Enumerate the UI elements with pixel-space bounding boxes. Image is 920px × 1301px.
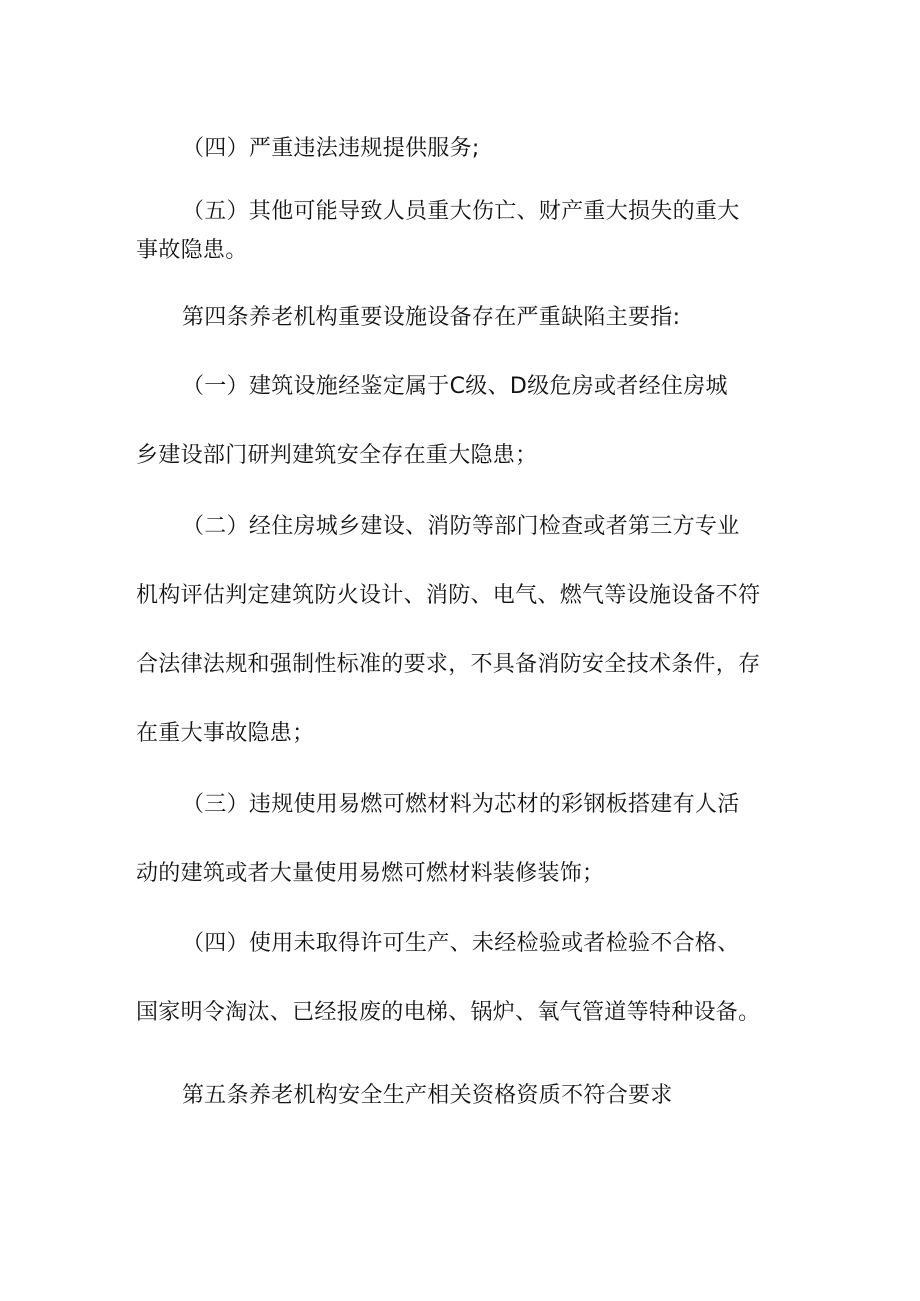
section-heading: 第四条养老机构重要设施设备存在严重缺陷主要指: (182, 305, 681, 330)
paragraph-line: 机构评估判定建筑防火设计、消防、电气、燃气等设施设备不符 (136, 583, 761, 608)
paragraph-line: 事故隐患。 (136, 238, 248, 263)
paragraph-line: （五）其他可能导致人员重大伤亡、财产重大损失的重大 (182, 199, 740, 224)
paragraph-line: （四）严重违法违规提供服务; (182, 136, 480, 161)
section-heading: 第五条养老机构安全生产相关资格资质不符合要求 (182, 1083, 673, 1108)
paragraph-line: 在重大事故隐患； (136, 721, 315, 746)
paragraph-line: （三）违规使用易燃可燃材料为芯材的彩钢板搭建有人活 (182, 792, 740, 817)
paragraph-line: 动的建筑或者大量使用易燃可燃材料装修装饰； (136, 861, 605, 886)
paragraph-line: 乡建设部门研判建筑安全存在重大隐患； (136, 443, 538, 468)
paragraph-line: （一）建筑设施经鉴定属于C级、D级危房或者经住房城 (182, 374, 728, 399)
paragraph-line: （二）经住房城乡建设、消防等部门检查或者第三方专业 (182, 514, 740, 539)
paragraph-line: 国家明令淘汰、已经报废的电梯、锅炉、氧气管道等特种设备。 (136, 1000, 761, 1025)
paragraph-line: 合法律法规和强制性标准的要求，不具备消防安全技术条件，存 (136, 652, 761, 677)
paragraph-line: （四）使用未取得许可生产、未经检验或者检验不合格、 (182, 931, 740, 956)
